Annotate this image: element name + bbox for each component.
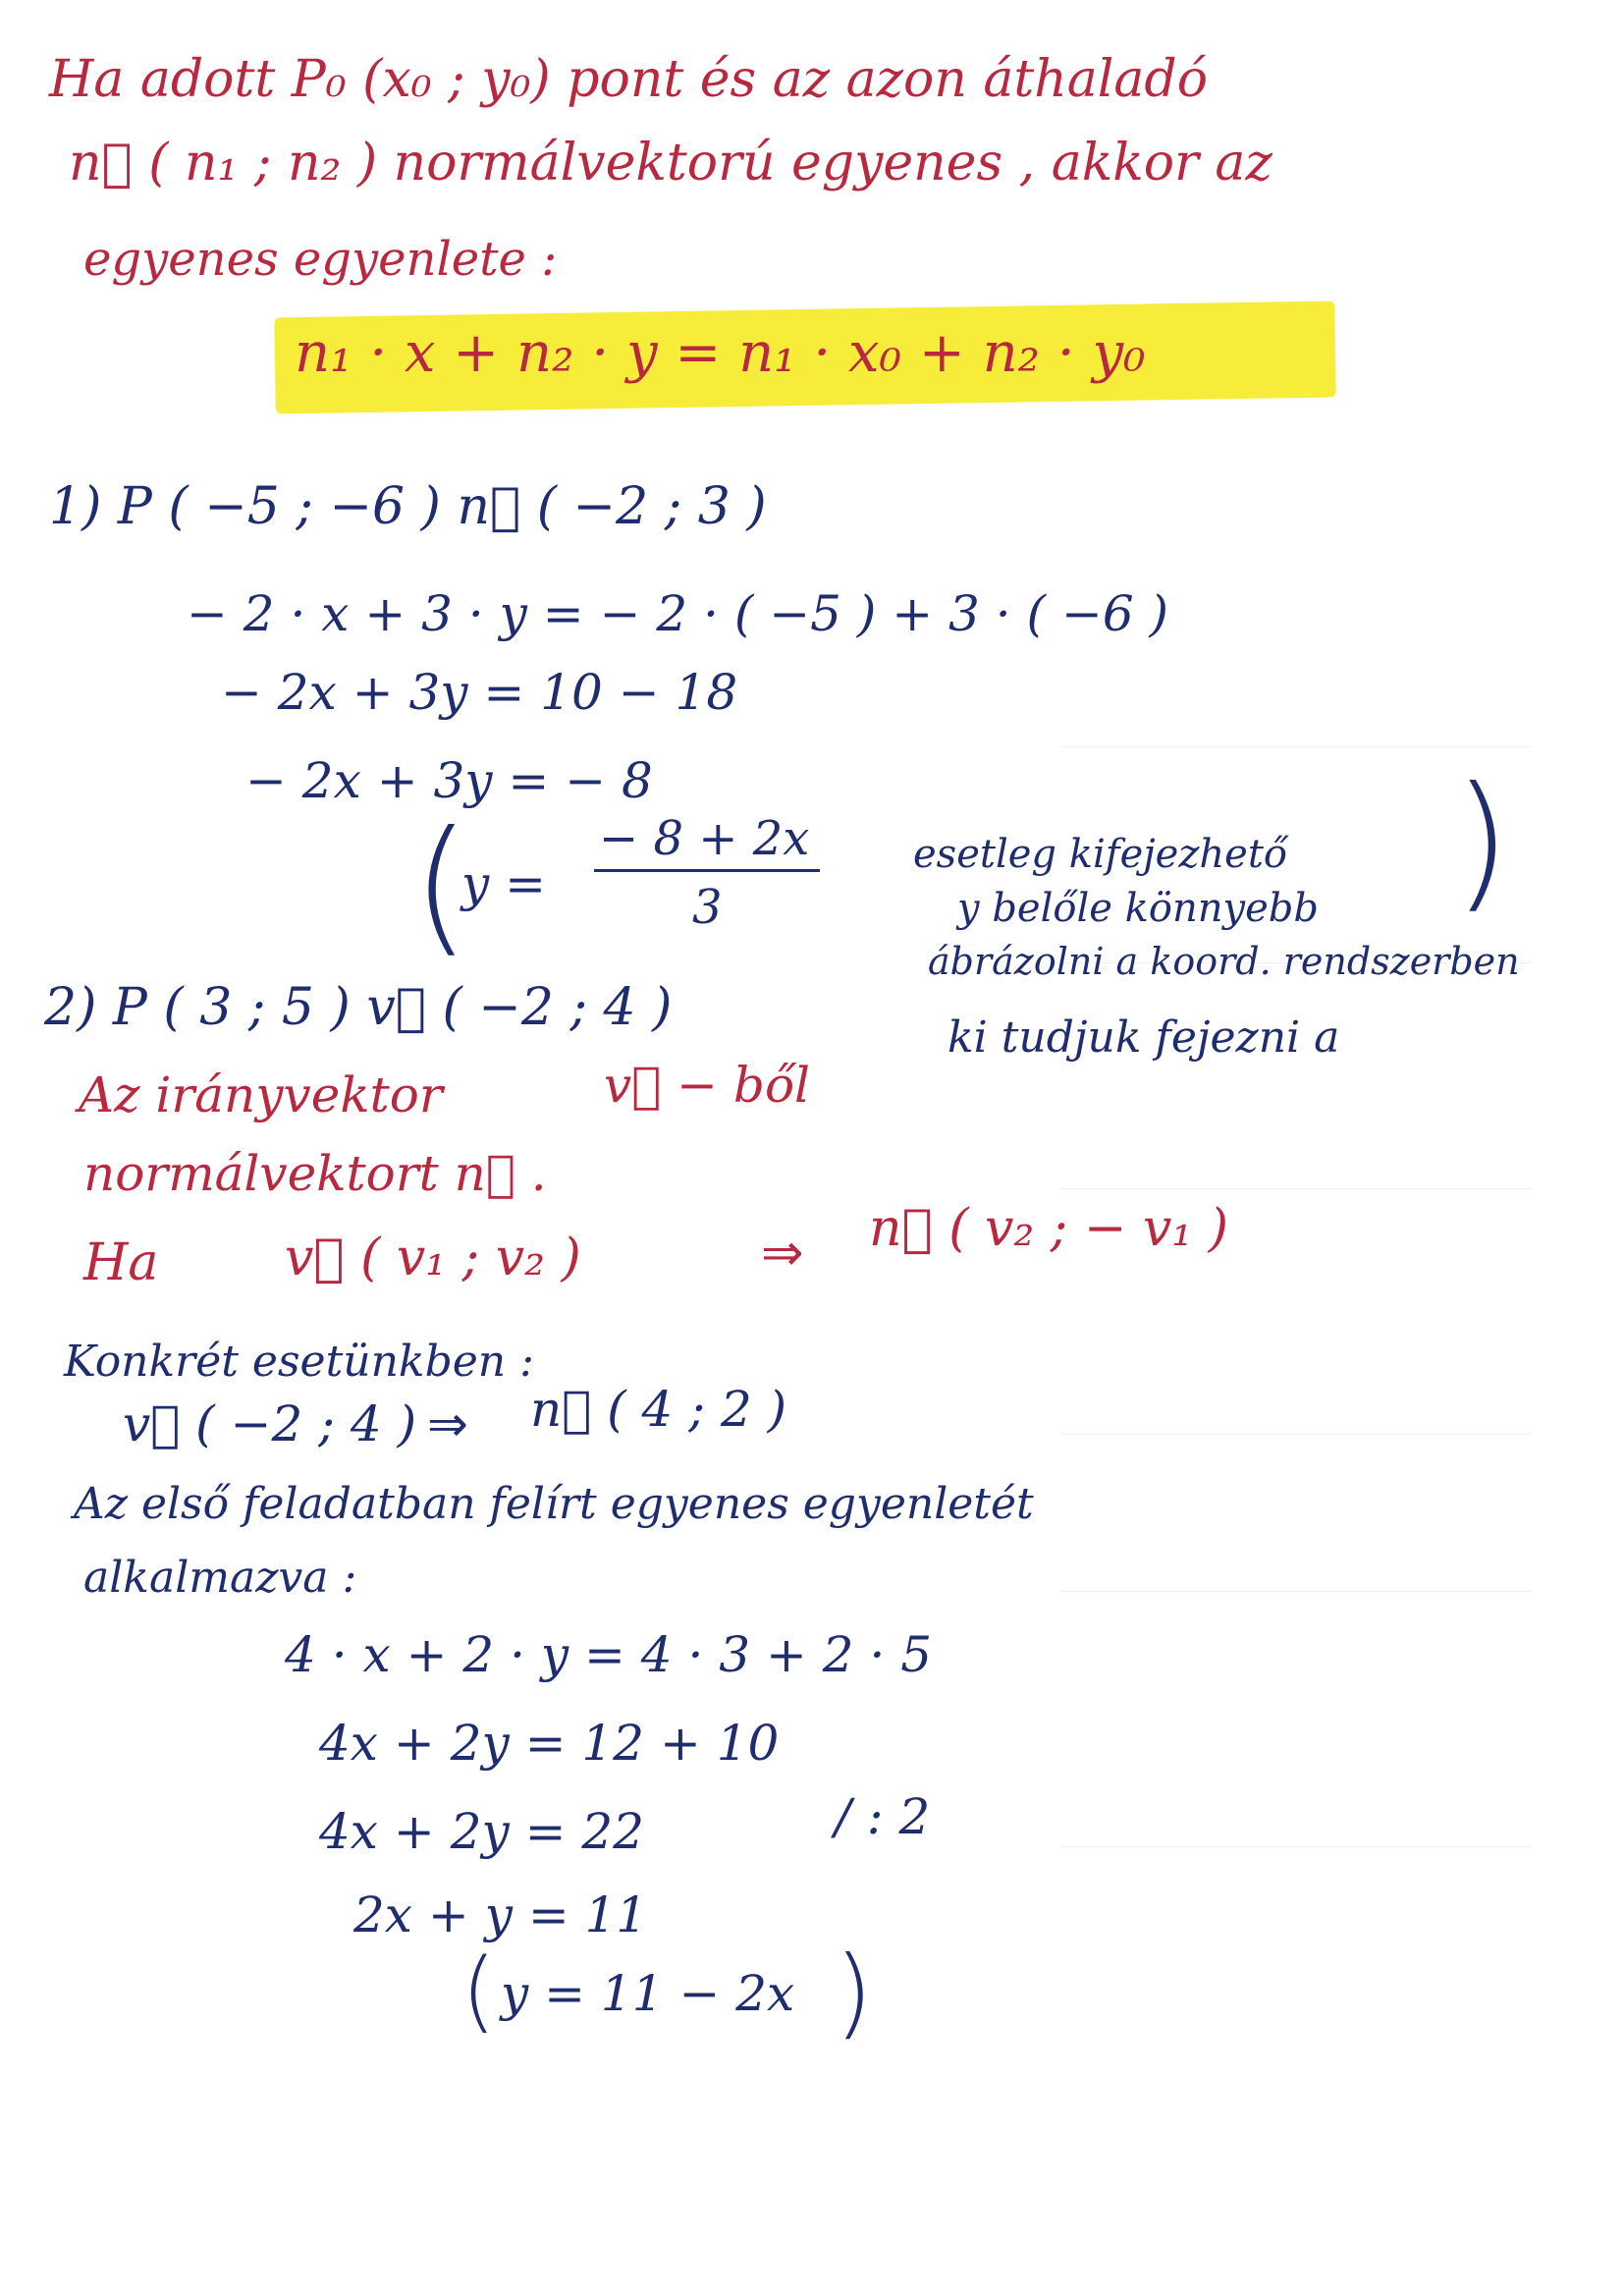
show-through-line: [1060, 1846, 1532, 1847]
example-1-step-3: − 2x + 3y = − 8: [245, 752, 653, 809]
normal-vector-components: n⃗ ( v₂ ; − v₁ ): [869, 1199, 1228, 1258]
close-paren-2: ): [835, 1935, 874, 2050]
example-1-step-2: − 2x + 3y = 10 − 18: [221, 664, 738, 721]
close-paren: ): [1453, 756, 1511, 927]
example-2-header: 2) P ( 3 ; 5 ) v⃗ ( −2 ; 4 ): [44, 978, 673, 1037]
direction-vector-from: v⃗ − ből: [604, 1057, 811, 1114]
divide-by-two: / : 2: [835, 1788, 931, 1845]
fraction-bar: [594, 869, 820, 872]
example-1-header: 1) P ( −5 ; −6 ) n⃗ ( −2 ; 3 ): [49, 477, 767, 536]
apply-text-1: Az első feladatban felírt egyenes egyenletét: [74, 1479, 1034, 1529]
example-2-step-1: 4 · x + 2 · y = 4 · 3 + 2 · 5: [285, 1626, 933, 1683]
example-2-step-2: 4x + 2y = 12 + 10: [319, 1715, 780, 1772]
example-1-note-1: esetleg kifejezhető: [913, 832, 1287, 877]
intro-line-3: egyenes egyenlete :: [83, 232, 558, 287]
example-2-note-right: ki tudjuk fejezni a: [947, 1012, 1340, 1063]
direction-vector-components: v⃗ ( v₁ ; v₂ ): [285, 1229, 581, 1287]
show-through-line: [1060, 746, 1532, 747]
intro-line-2: n⃗ ( n₁ ; n₂ ) normálvektorú egyenes , akkor az: [69, 134, 1272, 192]
concrete-normal-vector: n⃗ ( 4 ; 2 ): [530, 1381, 787, 1438]
example-2-step-5: y = 11 − 2x: [501, 1965, 795, 2022]
fraction-denominator: 3: [692, 880, 723, 935]
example-2-step-3: 4x + 2y = 22: [319, 1803, 645, 1860]
example-1-note-3: ábrázolni a koord. rendszerben: [928, 940, 1520, 983]
intro-line-1: Ha adott P₀ (x₀ ; y₀) pont és az azon áthaladó: [49, 50, 1209, 109]
example-1-y-label: y =: [461, 855, 547, 912]
fraction-numerator: − 8 + 2x: [599, 811, 810, 866]
example-2-step-4: 2x + y = 11: [353, 1886, 648, 1943]
concrete-case-label: Konkrét esetünkben :: [64, 1337, 534, 1387]
direction-vector-text: Az irányvektor: [79, 1066, 443, 1123]
open-paren: (: [412, 800, 470, 971]
example-1-step-1: − 2 · x + 3 · y = − 2 · ( −5 ) + 3 · ( −6 ): [187, 585, 1169, 642]
normal-vector-text: normálvektort n⃗ .: [83, 1145, 547, 1202]
show-through-line: [1060, 1188, 1532, 1189]
if-label: Ha: [83, 1233, 159, 1292]
concrete-implies-arrow: ⇒: [427, 1395, 468, 1452]
show-through-line: [1060, 1434, 1532, 1435]
show-through-line: [1060, 1591, 1532, 1592]
implies-arrow: ⇒: [761, 1224, 804, 1283]
open-paren-2: (: [461, 1940, 497, 2043]
line-equation-formula: n₁ · x + n₂ · y = n₁ · x₀ + n₂ · y₀: [295, 321, 1146, 385]
example-1-note-2: y belőle könnyebb: [957, 886, 1319, 931]
concrete-direction-vector: v⃗ ( −2 ; 4 ): [123, 1395, 417, 1452]
apply-text-2: alkalmazva :: [83, 1553, 357, 1603]
